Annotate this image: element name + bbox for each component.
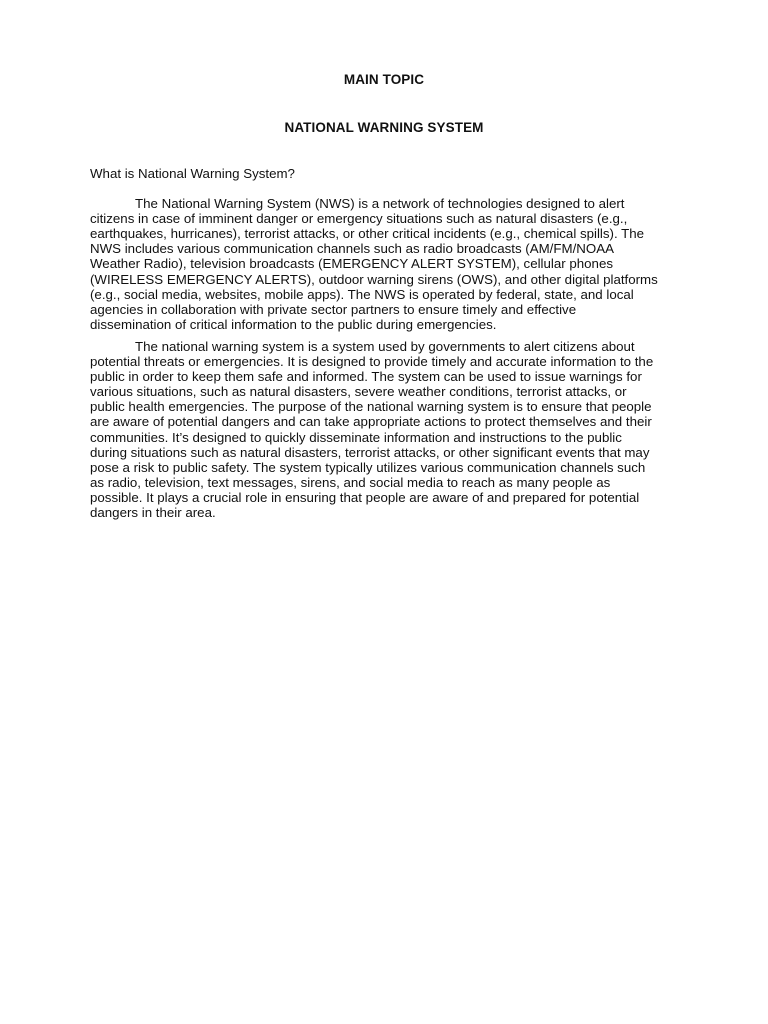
document-body — [90, 166, 660, 527]
question-line: What is National Warning System? — [90, 166, 295, 181]
main-topic-heading: MAIN TOPIC — [343, 72, 425, 87]
paragraph-2: The national warning system is a system used by governments to alert citizens about potential threats or emergencies. It is designed to provide timely and accurate information to the public in order to keep them safe and informed. The system can be used to issue warnings for various situations, such as natural disasters, severe weather conditions, terrorist attacks, or public health emergencies. The purpose of the national warning system is to ensure that people are aware of potential dangers and can take appropriate actions to protect themselves and their communities. It’s designed to quickly disseminate information and instructions to the public during situations such as natural disasters, terrorist attacks, or other significant events that may pose a risk to public safety. The system typically utilizes various communication channels such as radio, television, text messages, sirens, and social media to reach as many people as possible. It plays a crucial role in ensuring that people are aware of and prepared for potential dangers in their area. — [90, 338, 654, 520]
document-title: NATIONAL WARNING SYSTEM — [284, 120, 484, 135]
paragraph-1: The National Warning System (NWS) is a network of technologies designed to alert citizens in case of imminent danger or emergency situations such as natural disasters (e.g., earthquakes, hurricanes), terrorist attacks, or other critical incidents (e.g., chemical spills). The NWS includes various communication channels such as radio broadcasts (AM/FM/NOAA Weather Radio), television broadcasts (EMERGENCY ALERT SYSTEM), cellular phones (WIRELESS EMERGENCY ALERTS), outdoor warning sirens (OWS), and other digital platforms (e.g., social media, websites, mobile apps). The NWS is operated by federal, state, and local agencies in collaboration with private sector partners to ensure timely and effective dissemination of critical information to the public during emergencies. — [90, 196, 658, 332]
